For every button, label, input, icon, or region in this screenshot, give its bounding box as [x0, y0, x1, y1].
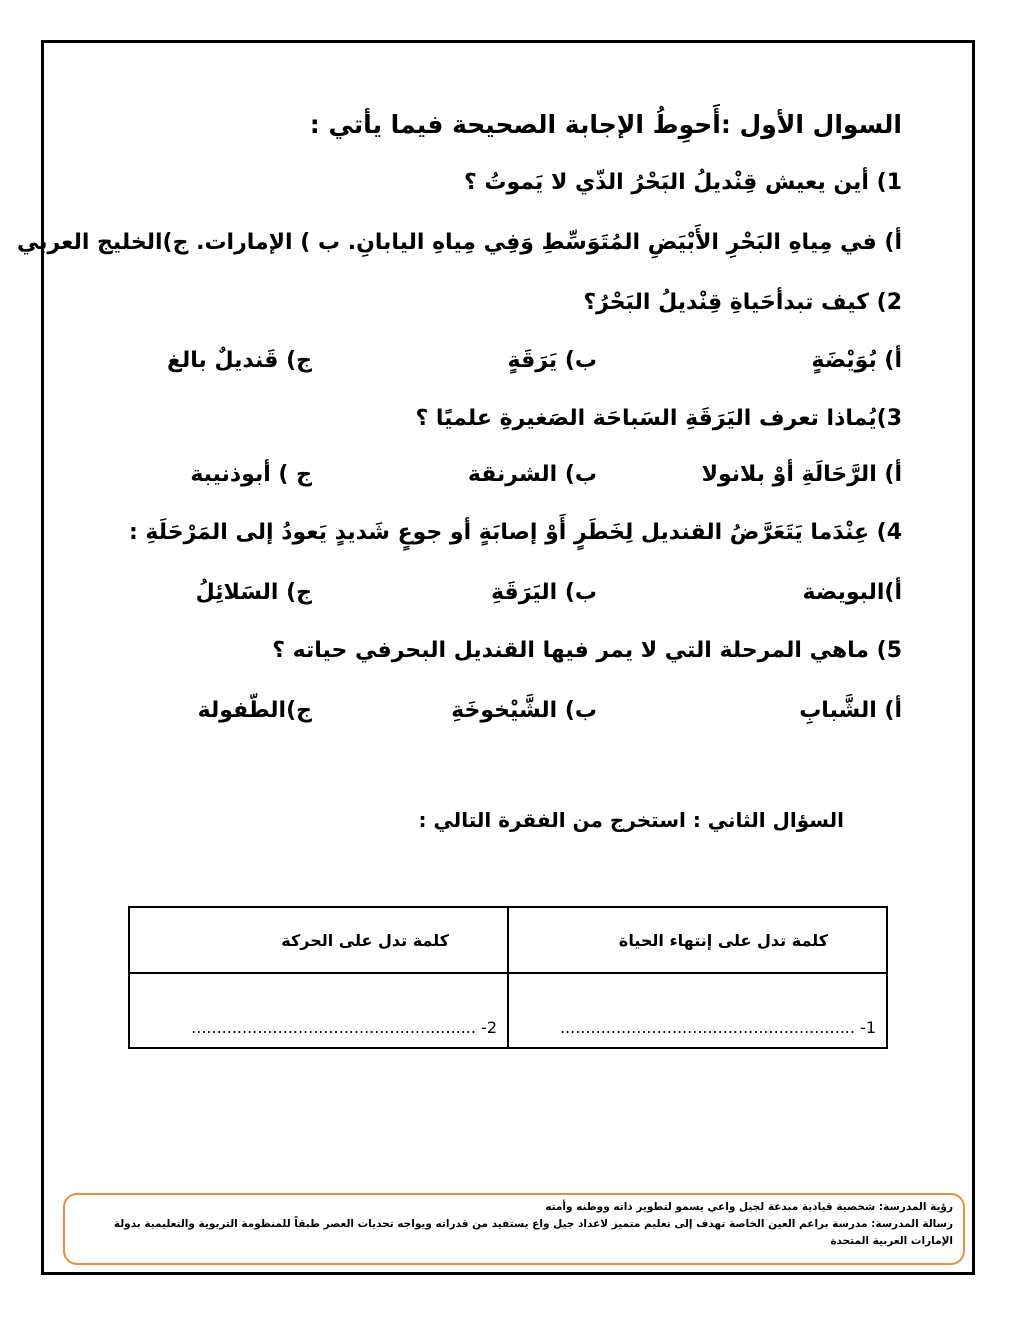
table-header-row — [129, 907, 887, 973]
question-1-2-options — [130, 348, 902, 384]
answer-cell-1[interactable]: 1- .......................................................... — [508, 973, 887, 1048]
question-1-1-text: 1) أين يعيش قِنْديلُ البَحْرُ الذّي لا يَموتُ ؟ — [463, 170, 902, 195]
option-c[interactable]: ج) قَنديلٌ بالغ — [166, 348, 312, 373]
option-a[interactable]: أ) الرَّحَالَةِ أوْ بلانولا — [701, 462, 902, 487]
option-b[interactable]: ب) يَرَقَةٍ — [507, 348, 597, 373]
answer-cell-2[interactable]: 2- ........................................................ — [129, 973, 508, 1048]
school-mission: رسالة المدرسة: مدرسة براعم العين الخاصة تهدف إلى تعليم متميز لاعداد جيل واع يستفيد من قدراته ويواجه تحديات العصر طبقاً للمنظومة التربوية والتعليمية بدولة — [113, 1218, 953, 1230]
school-vision: رؤية المدرسة: شخصية قيادية مبدعة لجيل واعي يسمو لتطوير ذاته ووطنه وأمته — [545, 1201, 953, 1213]
question-1-3-options — [130, 462, 902, 498]
table-header: كلمة تدل على الحركة — [129, 907, 508, 973]
option-a[interactable]: أ) بُوَيْضَةٍ — [811, 348, 902, 373]
question-1-1-options[interactable]: أ) في مِياهِ البَحْرِ الأَبْيَضِ المُتَوَسِّطِ وَفِي مِياهِ اليابانِ. ب ) الإمارات. ج)الخليج العربي — [16, 230, 902, 255]
school-mission-continued: الإمارات العربية المتحدة — [830, 1235, 953, 1247]
question-1-4-text: 4) عِنْدَما يَتَعَرَّضُ القنديل لِخَطَرٍ أَوْ إصابَةٍ أو جوعٍ شَديدٍ يَعودُ إلى المَرْحَلَةِ : — [128, 520, 902, 545]
question-2-title: السؤال الثاني : استخرج من الفقرة التالي : — [418, 808, 844, 832]
question-1-5-text: 5) ماهي المرحلة التي لا يمر فيها القنديل البحرفي حياته ؟ — [272, 638, 902, 663]
option-b[interactable]: ب) الشَّيْخوخَةِ — [451, 698, 597, 723]
question-1-5-options — [130, 698, 902, 734]
question-1-2-text: 2) كيف تبدأحَياةِ قِنْديلُ البَحْرُ؟ — [583, 290, 902, 315]
option-c[interactable]: ج)الطّفولة — [197, 698, 312, 723]
question-1-3-text: 3)يُماذا تعرف اليَرَقَةِ السَباحَة الصَغيرةِ علميًا ؟ — [415, 406, 902, 431]
option-a[interactable]: أ)البويضة — [802, 580, 902, 605]
table-row — [129, 973, 887, 1048]
question-1-4-options — [130, 580, 902, 616]
school-vision-box — [63, 1193, 965, 1265]
option-a[interactable]: أ) الشَّبابِ — [799, 698, 902, 723]
option-b[interactable]: ب) الشرنقة — [467, 462, 597, 487]
answer-table — [128, 906, 888, 1049]
table-header: كلمة تدل على إنتهاء الحياة — [508, 907, 887, 973]
option-b[interactable]: ب) اليَرَقَةِ — [490, 580, 597, 605]
question-1-title: السوال الأول :أَحوِطُ الإجابة الصحيحة فيما يأتي : — [309, 110, 902, 139]
option-c[interactable]: ج) السَلائِلُ — [195, 580, 312, 605]
option-c[interactable]: ج ) أبوذنيبة — [190, 462, 312, 487]
